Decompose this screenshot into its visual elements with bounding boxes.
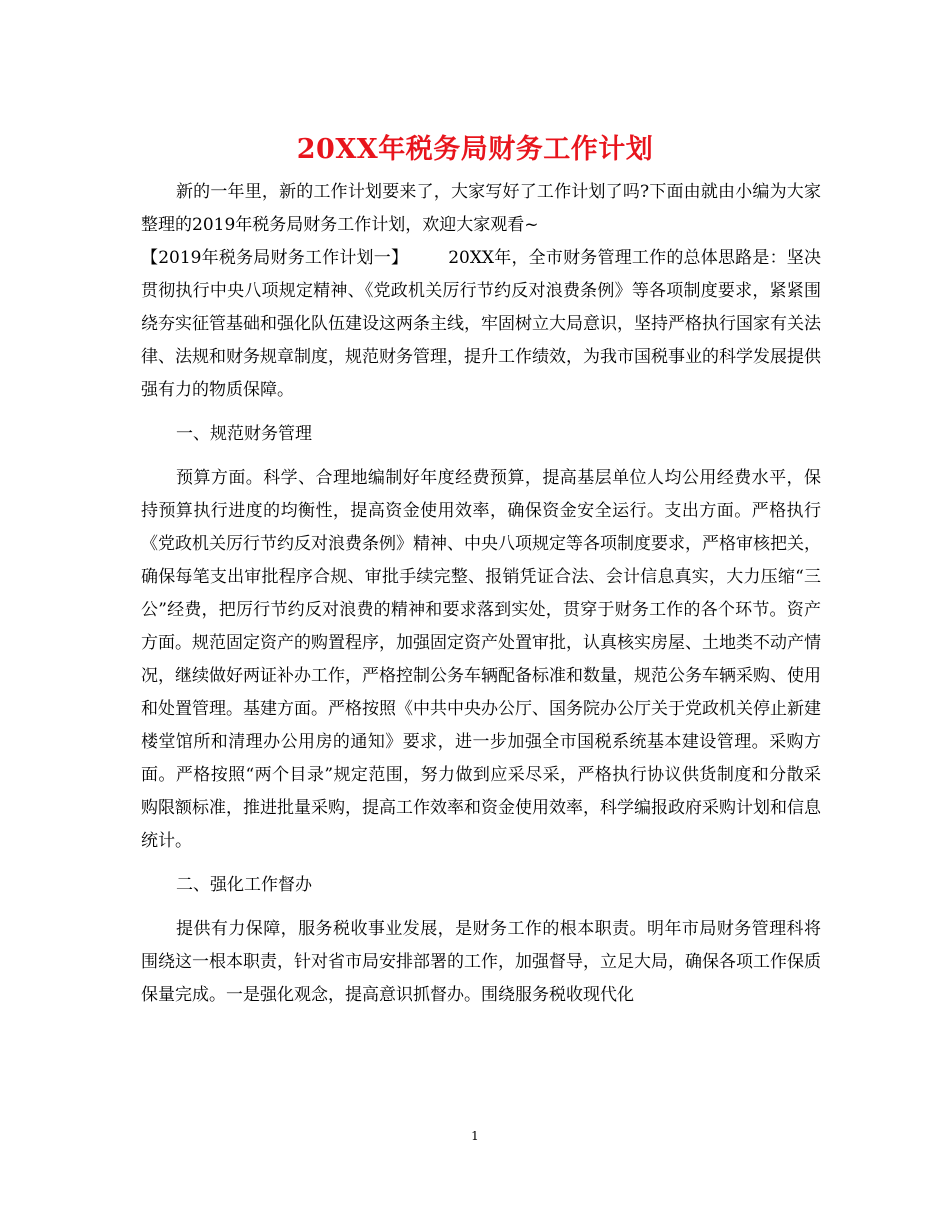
section-body-2: 提供有力保障，服务税收事业发展，是财务工作的根本职责。明年市局财务管理科将围绕这一根本职责，针对省市局安排部署的工作，加强督导，立足大局，确保各项工作保质保量完成。一是强化观念，提高意识抓督办。围绕服务税收现代化 bbox=[141, 919, 821, 1005]
section-heading-2: 二、强化工作督办 bbox=[176, 875, 312, 895]
plan-heading: 【2019年税务局财务工作计划一】 bbox=[141, 248, 409, 268]
plan-paragraph bbox=[141, 242, 821, 407]
section-body-1: 预算方面。科学、合理地编制好年度经费预算，提高基层单位人均公用经费水平，保持预算执行进度的均衡性，提高资金使用效率，确保资金安全运行。支出方面。严格执行《党政机关厉行节约反对浪费条例》精神、中央八项规定等各项制度要求，严格审核把关，确保每笔支出审批程序合规、审批手续完整、报销凭证合法、会计信息真实，大力压缩“三公”经费，把厉行节约反对浪费的精神和要求落到实处，贯穿于财务工作的各个环节。资产方面。规范固定资产的购置程序，加强固定资产处置审批，认真核实房屋、土地类不动产情况，继续做好两证补办工作，严格控制公务车辆配备标准和数量，规范公务车辆采购、使用和处置管理。基建方面。严格按照《中共中央办公厅、国务院办公厅关于党政机关停止新建楼堂馆所和清理办公用房的通知》要求，进一步加强全市国税系统基本建设管理。采购方面。严格按照“两个目录”规定范围，努力做到应采尽采，严格执行协议供货制度和分散采购限额标准，推进批量采购，提高工作效率和资金使用效率，科学编报政府采购计划和信息统计。 bbox=[141, 468, 821, 851]
section-heading-1: 一、规范财务管理 bbox=[176, 424, 312, 444]
document-body bbox=[141, 176, 821, 1012]
document-title: 20XX年税务局财务工作计划 bbox=[296, 134, 654, 165]
page-number: 1 bbox=[471, 1129, 479, 1143]
intro-paragraph: 新的一年里，新的工作计划要来了，大家写好了工作计划了吗?下面由就由小编为大家整理的2019年税务局财务工作计划，欢迎大家观看~ bbox=[141, 182, 821, 235]
overview-text: 20XX年，全市财务管理工作的总体思路是：坚决贯彻执行中央八项规定精神、《党政机关厉行节约反对浪费条例》等各项制度要求，紧紧围绕夯实征管基础和强化队伍建设这两条主线，牢固树立大局意识，坚持严格执行国家有关法律、法规和财务规章制度，规范财务管理，提升工作绩效，为我市国税事业的科学发展提供强有力的物质保障。 bbox=[141, 248, 821, 400]
